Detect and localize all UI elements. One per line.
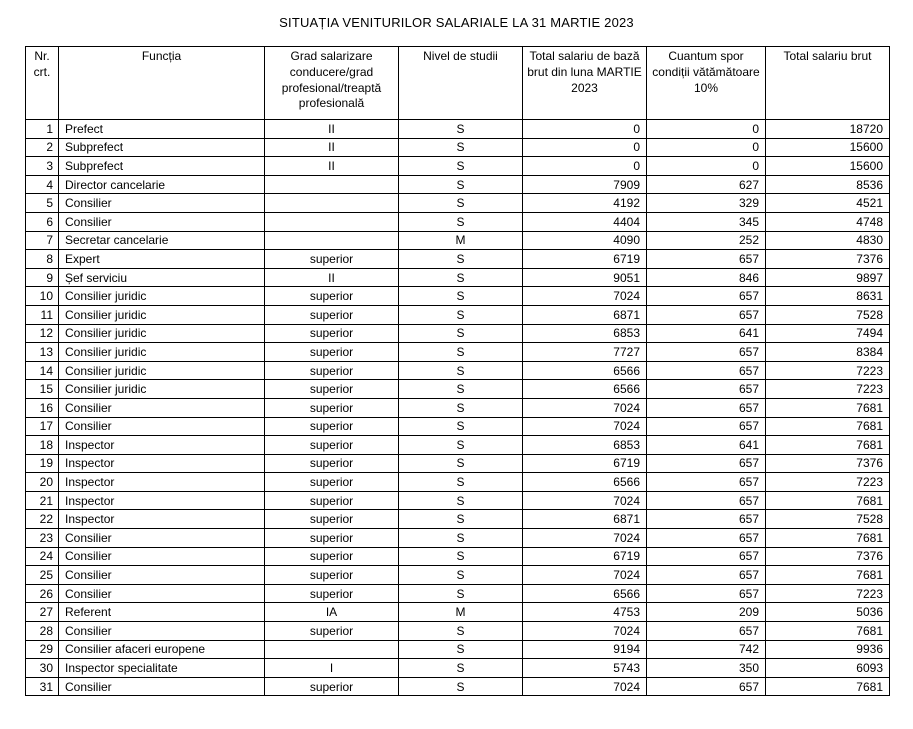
cell-nivel-studii: S (399, 398, 523, 417)
cell-grad-salarizare: superior (265, 398, 399, 417)
cell-grad-salarizare: II (265, 138, 399, 157)
cell-salariu-brut: 7223 (766, 361, 890, 380)
cell-salariu-baza: 6871 (523, 305, 647, 324)
cell-row-number: 12 (26, 324, 59, 343)
cell-spor-conditii: 742 (647, 640, 766, 659)
cell-salariu-baza: 6719 (523, 547, 647, 566)
cell-functie: Inspector (59, 436, 265, 455)
cell-salariu-brut: 7494 (766, 324, 890, 343)
cell-functie: Inspector specialitate (59, 659, 265, 678)
cell-grad-salarizare: superior (265, 250, 399, 269)
cell-salariu-baza: 6566 (523, 380, 647, 399)
table-row (26, 120, 890, 139)
cell-nivel-studii: S (399, 491, 523, 510)
table-row (26, 324, 890, 343)
cell-salariu-brut: 7681 (766, 622, 890, 641)
cell-nivel-studii: S (399, 584, 523, 603)
cell-row-number: 16 (26, 398, 59, 417)
cell-grad-salarizare: superior (265, 436, 399, 455)
cell-grad-salarizare: superior (265, 677, 399, 696)
cell-salariu-brut: 18720 (766, 120, 890, 139)
cell-salariu-baza: 7024 (523, 529, 647, 548)
table-row (26, 287, 890, 306)
cell-salariu-brut: 4521 (766, 194, 890, 213)
cell-grad-salarizare: superior (265, 417, 399, 436)
cell-functie: Consilier juridic (59, 305, 265, 324)
cell-row-number: 1 (26, 120, 59, 139)
cell-salariu-brut: 8536 (766, 175, 890, 194)
cell-nivel-studii: S (399, 175, 523, 194)
cell-spor-conditii: 252 (647, 231, 766, 250)
cell-salariu-baza: 0 (523, 138, 647, 157)
cell-salariu-brut: 7223 (766, 584, 890, 603)
cell-salariu-baza: 7024 (523, 566, 647, 585)
table-row (26, 417, 890, 436)
cell-nivel-studii: S (399, 343, 523, 362)
cell-functie: Consilier juridic (59, 287, 265, 306)
cell-functie: Inspector (59, 510, 265, 529)
cell-row-number: 8 (26, 250, 59, 269)
cell-nivel-studii: S (399, 640, 523, 659)
column-header-nivel-studii: Nivel de studii (399, 47, 523, 120)
cell-nivel-studii: S (399, 287, 523, 306)
cell-row-number: 28 (26, 622, 59, 641)
cell-salariu-baza: 6566 (523, 361, 647, 380)
cell-functie: Consilier (59, 529, 265, 548)
cell-salariu-baza: 7024 (523, 287, 647, 306)
cell-functie: Subprefect (59, 157, 265, 176)
cell-salariu-brut: 7681 (766, 529, 890, 548)
cell-spor-conditii: 657 (647, 305, 766, 324)
cell-grad-salarizare (265, 212, 399, 231)
cell-spor-conditii: 345 (647, 212, 766, 231)
cell-salariu-baza: 5743 (523, 659, 647, 678)
cell-salariu-brut: 7681 (766, 491, 890, 510)
cell-spor-conditii: 657 (647, 417, 766, 436)
cell-grad-salarizare: superior (265, 529, 399, 548)
cell-spor-conditii: 657 (647, 584, 766, 603)
cell-row-number: 21 (26, 491, 59, 510)
cell-row-number: 17 (26, 417, 59, 436)
cell-salariu-brut: 15600 (766, 138, 890, 157)
cell-salariu-brut: 4748 (766, 212, 890, 231)
cell-salariu-baza: 6719 (523, 454, 647, 473)
cell-row-number: 7 (26, 231, 59, 250)
cell-grad-salarizare: superior (265, 324, 399, 343)
cell-grad-salarizare: superior (265, 491, 399, 510)
cell-row-number: 24 (26, 547, 59, 566)
cell-functie: Inspector (59, 473, 265, 492)
table-row (26, 268, 890, 287)
table-row (26, 547, 890, 566)
cell-salariu-baza: 0 (523, 120, 647, 139)
cell-functie: Inspector (59, 454, 265, 473)
cell-row-number: 23 (26, 529, 59, 548)
cell-grad-salarizare: superior (265, 473, 399, 492)
cell-functie: Consilier (59, 547, 265, 566)
cell-spor-conditii: 350 (647, 659, 766, 678)
cell-functie: Consilier juridic (59, 324, 265, 343)
cell-salariu-baza: 7024 (523, 677, 647, 696)
cell-salariu-baza: 4753 (523, 603, 647, 622)
cell-salariu-brut: 8384 (766, 343, 890, 362)
cell-nivel-studii: M (399, 603, 523, 622)
cell-functie: Consilier (59, 622, 265, 641)
cell-grad-salarizare: superior (265, 566, 399, 585)
cell-nivel-studii: S (399, 305, 523, 324)
cell-salariu-baza: 7024 (523, 417, 647, 436)
cell-nivel-studii: S (399, 454, 523, 473)
table-row (26, 436, 890, 455)
cell-nivel-studii: S (399, 194, 523, 213)
cell-spor-conditii: 641 (647, 324, 766, 343)
cell-grad-salarizare: superior (265, 510, 399, 529)
cell-functie: Consilier juridic (59, 343, 265, 362)
column-header-functia: Funcția (59, 47, 265, 120)
cell-grad-salarizare: II (265, 157, 399, 176)
cell-functie: Consilier juridic (59, 380, 265, 399)
cell-row-number: 14 (26, 361, 59, 380)
cell-salariu-baza: 7909 (523, 175, 647, 194)
cell-nivel-studii: S (399, 380, 523, 399)
cell-spor-conditii: 0 (647, 157, 766, 176)
cell-grad-salarizare: II (265, 120, 399, 139)
cell-salariu-brut: 7681 (766, 436, 890, 455)
cell-functie: Consilier juridic (59, 361, 265, 380)
column-header-grad-salarizare: Grad salarizare conducere/grad profesional/treaptă profesională (265, 47, 399, 120)
cell-salariu-baza: 6566 (523, 473, 647, 492)
cell-nivel-studii: S (399, 417, 523, 436)
table-row (26, 510, 890, 529)
cell-salariu-brut: 7681 (766, 566, 890, 585)
cell-salariu-baza: 7024 (523, 398, 647, 417)
cell-salariu-baza: 7024 (523, 622, 647, 641)
cell-row-number: 31 (26, 677, 59, 696)
cell-nivel-studii: S (399, 529, 523, 548)
cell-nivel-studii: S (399, 212, 523, 231)
table-row (26, 584, 890, 603)
cell-spor-conditii: 641 (647, 436, 766, 455)
cell-row-number: 30 (26, 659, 59, 678)
table-row (26, 305, 890, 324)
cell-nivel-studii: S (399, 436, 523, 455)
table-row (26, 343, 890, 362)
cell-nivel-studii: S (399, 566, 523, 585)
table-row (26, 491, 890, 510)
salary-table (25, 46, 890, 696)
column-header-salariu-brut: Total salariu brut (766, 47, 890, 120)
cell-row-number: 25 (26, 566, 59, 585)
cell-spor-conditii: 627 (647, 175, 766, 194)
cell-spor-conditii: 657 (647, 454, 766, 473)
cell-spor-conditii: 657 (647, 529, 766, 548)
table-row (26, 473, 890, 492)
table-row (26, 157, 890, 176)
cell-salariu-baza: 4090 (523, 231, 647, 250)
cell-grad-salarizare (265, 175, 399, 194)
cell-nivel-studii: S (399, 677, 523, 696)
cell-spor-conditii: 657 (647, 250, 766, 269)
cell-row-number: 11 (26, 305, 59, 324)
cell-salariu-brut: 7681 (766, 417, 890, 436)
table-row (26, 677, 890, 696)
cell-salariu-brut: 15600 (766, 157, 890, 176)
cell-row-number: 15 (26, 380, 59, 399)
cell-grad-salarizare: superior (265, 305, 399, 324)
cell-functie: Consilier (59, 566, 265, 585)
column-header-nr-crt: Nr. crt. (26, 47, 59, 120)
cell-spor-conditii: 657 (647, 343, 766, 362)
cell-salariu-baza: 4192 (523, 194, 647, 213)
cell-salariu-baza: 7024 (523, 491, 647, 510)
cell-nivel-studii: S (399, 250, 523, 269)
cell-spor-conditii: 657 (647, 510, 766, 529)
cell-spor-conditii: 657 (647, 380, 766, 399)
cell-salariu-baza: 6566 (523, 584, 647, 603)
cell-salariu-brut: 6093 (766, 659, 890, 678)
cell-grad-salarizare: superior (265, 287, 399, 306)
table-row (26, 194, 890, 213)
cell-functie: Referent (59, 603, 265, 622)
cell-grad-salarizare: superior (265, 380, 399, 399)
table-row (26, 454, 890, 473)
cell-spor-conditii: 657 (647, 491, 766, 510)
cell-grad-salarizare: superior (265, 343, 399, 362)
cell-salariu-brut: 7528 (766, 510, 890, 529)
cell-grad-salarizare (265, 194, 399, 213)
cell-salariu-baza: 0 (523, 157, 647, 176)
table-row (26, 250, 890, 269)
table-row (26, 640, 890, 659)
table-header (26, 47, 890, 120)
cell-salariu-baza: 6871 (523, 510, 647, 529)
cell-salariu-brut: 9897 (766, 268, 890, 287)
cell-nivel-studii: S (399, 120, 523, 139)
cell-functie: Consilier afaceri europene (59, 640, 265, 659)
table-row (26, 659, 890, 678)
cell-grad-salarizare: II (265, 268, 399, 287)
cell-functie: Consilier (59, 417, 265, 436)
table-row (26, 398, 890, 417)
cell-functie: Director cancelarie (59, 175, 265, 194)
cell-functie: Secretar cancelarie (59, 231, 265, 250)
cell-functie: Consilier (59, 194, 265, 213)
cell-spor-conditii: 657 (647, 287, 766, 306)
cell-nivel-studii: S (399, 622, 523, 641)
table-row (26, 361, 890, 380)
table-row (26, 175, 890, 194)
cell-functie: Consilier (59, 584, 265, 603)
cell-row-number: 20 (26, 473, 59, 492)
cell-functie: Consilier (59, 212, 265, 231)
cell-grad-salarizare (265, 640, 399, 659)
cell-salariu-baza: 6853 (523, 324, 647, 343)
cell-functie: Șef serviciu (59, 268, 265, 287)
table-row (26, 622, 890, 641)
cell-salariu-brut: 5036 (766, 603, 890, 622)
cell-spor-conditii: 657 (647, 547, 766, 566)
cell-grad-salarizare (265, 231, 399, 250)
cell-row-number: 18 (26, 436, 59, 455)
cell-salariu-baza: 6853 (523, 436, 647, 455)
cell-grad-salarizare: superior (265, 361, 399, 380)
cell-salariu-brut: 7681 (766, 398, 890, 417)
cell-row-number: 3 (26, 157, 59, 176)
cell-row-number: 6 (26, 212, 59, 231)
cell-nivel-studii: S (399, 268, 523, 287)
table-row (26, 212, 890, 231)
cell-salariu-baza: 7727 (523, 343, 647, 362)
cell-salariu-brut: 4830 (766, 231, 890, 250)
cell-spor-conditii: 657 (647, 677, 766, 696)
cell-functie: Prefect (59, 120, 265, 139)
table-row (26, 566, 890, 585)
cell-spor-conditii: 846 (647, 268, 766, 287)
cell-functie: Inspector (59, 491, 265, 510)
column-header-spor-conditii: Cuantum spor condiții vătămătoare 10% (647, 47, 766, 120)
table-row (26, 603, 890, 622)
cell-row-number: 26 (26, 584, 59, 603)
cell-salariu-brut: 7223 (766, 473, 890, 492)
cell-nivel-studii: S (399, 157, 523, 176)
cell-spor-conditii: 0 (647, 120, 766, 139)
cell-grad-salarizare: superior (265, 454, 399, 473)
cell-row-number: 4 (26, 175, 59, 194)
cell-nivel-studii: S (399, 324, 523, 343)
cell-spor-conditii: 0 (647, 138, 766, 157)
header-row (26, 47, 890, 120)
cell-nivel-studii: S (399, 138, 523, 157)
cell-nivel-studii: S (399, 473, 523, 492)
cell-spor-conditii: 329 (647, 194, 766, 213)
cell-salariu-brut: 7376 (766, 547, 890, 566)
cell-salariu-brut: 7223 (766, 380, 890, 399)
table-row (26, 380, 890, 399)
cell-row-number: 10 (26, 287, 59, 306)
cell-salariu-brut: 9936 (766, 640, 890, 659)
cell-spor-conditii: 657 (647, 566, 766, 585)
cell-grad-salarizare: I (265, 659, 399, 678)
cell-salariu-brut: 7376 (766, 250, 890, 269)
cell-nivel-studii: M (399, 231, 523, 250)
cell-salariu-brut: 7681 (766, 677, 890, 696)
cell-row-number: 5 (26, 194, 59, 213)
cell-row-number: 29 (26, 640, 59, 659)
cell-salariu-brut: 8631 (766, 287, 890, 306)
cell-row-number: 22 (26, 510, 59, 529)
cell-functie: Expert (59, 250, 265, 269)
cell-salariu-baza: 9051 (523, 268, 647, 287)
cell-functie: Consilier (59, 398, 265, 417)
cell-salariu-brut: 7376 (766, 454, 890, 473)
cell-grad-salarizare: superior (265, 584, 399, 603)
cell-salariu-baza: 6719 (523, 250, 647, 269)
cell-spor-conditii: 657 (647, 473, 766, 492)
page-title: SITUAȚIA VENITURILOR SALARIALE LA 31 MARTIE 2023 (279, 15, 634, 30)
table-row (26, 231, 890, 250)
cell-row-number: 13 (26, 343, 59, 362)
cell-salariu-baza: 4404 (523, 212, 647, 231)
table-row (26, 529, 890, 548)
cell-functie: Consilier (59, 677, 265, 696)
cell-nivel-studii: S (399, 547, 523, 566)
cell-grad-salarizare: superior (265, 622, 399, 641)
cell-salariu-brut: 7528 (766, 305, 890, 324)
cell-row-number: 19 (26, 454, 59, 473)
cell-grad-salarizare: superior (265, 547, 399, 566)
cell-row-number: 2 (26, 138, 59, 157)
cell-row-number: 9 (26, 268, 59, 287)
table-body (26, 120, 890, 696)
cell-spor-conditii: 657 (647, 622, 766, 641)
column-header-salariu-baza: Total salariu de bază brut din luna MARTIE 2023 (523, 47, 647, 120)
cell-nivel-studii: S (399, 659, 523, 678)
cell-spor-conditii: 209 (647, 603, 766, 622)
cell-salariu-baza: 9194 (523, 640, 647, 659)
cell-nivel-studii: S (399, 510, 523, 529)
table-row (26, 138, 890, 157)
cell-nivel-studii: S (399, 361, 523, 380)
cell-functie: Subprefect (59, 138, 265, 157)
cell-row-number: 27 (26, 603, 59, 622)
cell-spor-conditii: 657 (647, 361, 766, 380)
cell-spor-conditii: 657 (647, 398, 766, 417)
cell-grad-salarizare: IA (265, 603, 399, 622)
